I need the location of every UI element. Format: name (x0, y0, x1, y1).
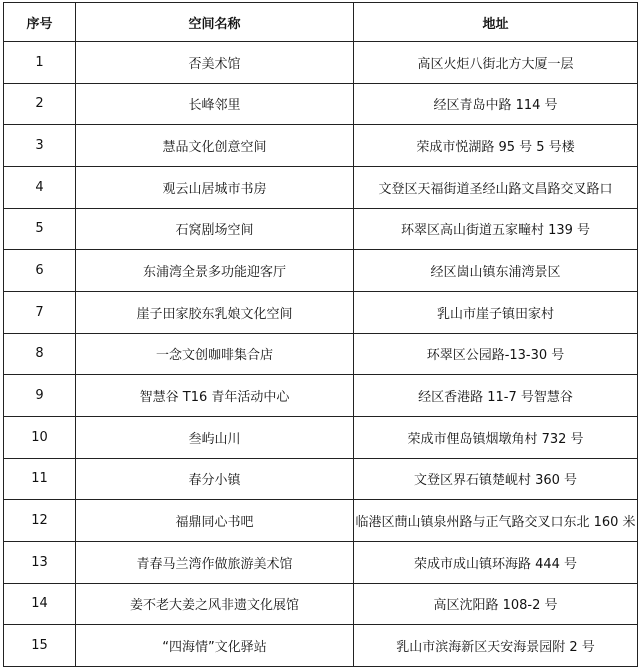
table-row (4, 333, 638, 375)
cell-index: 14 (4, 583, 76, 625)
table-row (4, 416, 638, 458)
cell-address: 荣成市俚岛镇烟墩角村 732 号 (354, 416, 638, 458)
cell-index: 5 (4, 208, 76, 250)
cell-space-name: 长峰邻里 (76, 83, 354, 125)
cell-address: 荣成市成山镇环海路 444 号 (354, 541, 638, 583)
cell-space-name: 观云山居城市书房 (76, 166, 354, 208)
cell-space-name: 青春马兰湾作做旅游美术馆 (76, 541, 354, 583)
table-row (4, 208, 638, 250)
cell-address: 高区沈阳路 108-2 号 (354, 583, 638, 625)
venue-table (3, 2, 638, 667)
cell-space-name: 一念文创咖啡集合店 (76, 333, 354, 375)
table-row (4, 250, 638, 292)
cell-index: 15 (4, 625, 76, 667)
cell-space-name: 否美术馆 (76, 42, 354, 84)
cell-address: 荣成市悦湖路 95 号 5 号楼 (354, 125, 638, 167)
cell-space-name: 慧品文化创意空间 (76, 125, 354, 167)
cell-space-name: 姜不老大姜之风非遗文化展馆 (76, 583, 354, 625)
cell-address: 文登区天福街道圣经山路文昌路交叉路口 (354, 166, 638, 208)
cell-space-name: 东浦湾全景多功能迎客厅 (76, 250, 354, 292)
table-row (4, 166, 638, 208)
cell-index: 2 (4, 83, 76, 125)
cell-address: 经区崮山镇东浦湾景区 (354, 250, 638, 292)
cell-index: 6 (4, 250, 76, 292)
cell-index: 10 (4, 416, 76, 458)
table-row (4, 125, 638, 167)
cell-index: 8 (4, 333, 76, 375)
cell-space-name: 石窝剧场空间 (76, 208, 354, 250)
cell-space-name: 春分小镇 (76, 458, 354, 500)
table-row (4, 583, 638, 625)
cell-address: 环翠区高山街道五家疃村 139 号 (354, 208, 638, 250)
cell-address: 乳山市崖子镇田家村 (354, 291, 638, 333)
cell-address: 高区火炬八街北方大厦一层 (354, 42, 638, 84)
cell-index: 9 (4, 375, 76, 417)
cell-index: 3 (4, 125, 76, 167)
cell-address: 经区香港路 11-7 号智慧谷 (354, 375, 638, 417)
cell-space-name: 崖子田家胶东乳娘文化空间 (76, 291, 354, 333)
header-row (4, 3, 638, 42)
cell-space-name: “四海情”文化驿站 (76, 625, 354, 667)
header-index: 序号 (4, 3, 76, 42)
header-address: 地址 (354, 3, 638, 42)
cell-address: 乳山市滨海新区天安海景园附 2 号 (354, 625, 638, 667)
cell-index: 7 (4, 291, 76, 333)
cell-index: 11 (4, 458, 76, 500)
table-row (4, 500, 638, 542)
cell-index: 12 (4, 500, 76, 542)
header-space-name: 空间名称 (76, 3, 354, 42)
cell-address: 文登区界石镇楚岘村 360 号 (354, 458, 638, 500)
table-row (4, 375, 638, 417)
cell-space-name: 福鼎同心书吧 (76, 500, 354, 542)
cell-address: 经区青岛中路 114 号 (354, 83, 638, 125)
table-row (4, 458, 638, 500)
cell-space-name: 智慧谷 T16 青年活动中心 (76, 375, 354, 417)
cell-address: 环翠区公园路-13-30 号 (354, 333, 638, 375)
table-row (4, 42, 638, 84)
cell-address: 临港区蔄山镇泉州路与正气路交叉口东北 160 米 (354, 500, 638, 542)
cell-index: 1 (4, 42, 76, 84)
table-row (4, 83, 638, 125)
cell-index: 4 (4, 166, 76, 208)
cell-index: 13 (4, 541, 76, 583)
table-row (4, 291, 638, 333)
cell-space-name: 叁屿山川 (76, 416, 354, 458)
table-row (4, 625, 638, 667)
table-row (4, 541, 638, 583)
